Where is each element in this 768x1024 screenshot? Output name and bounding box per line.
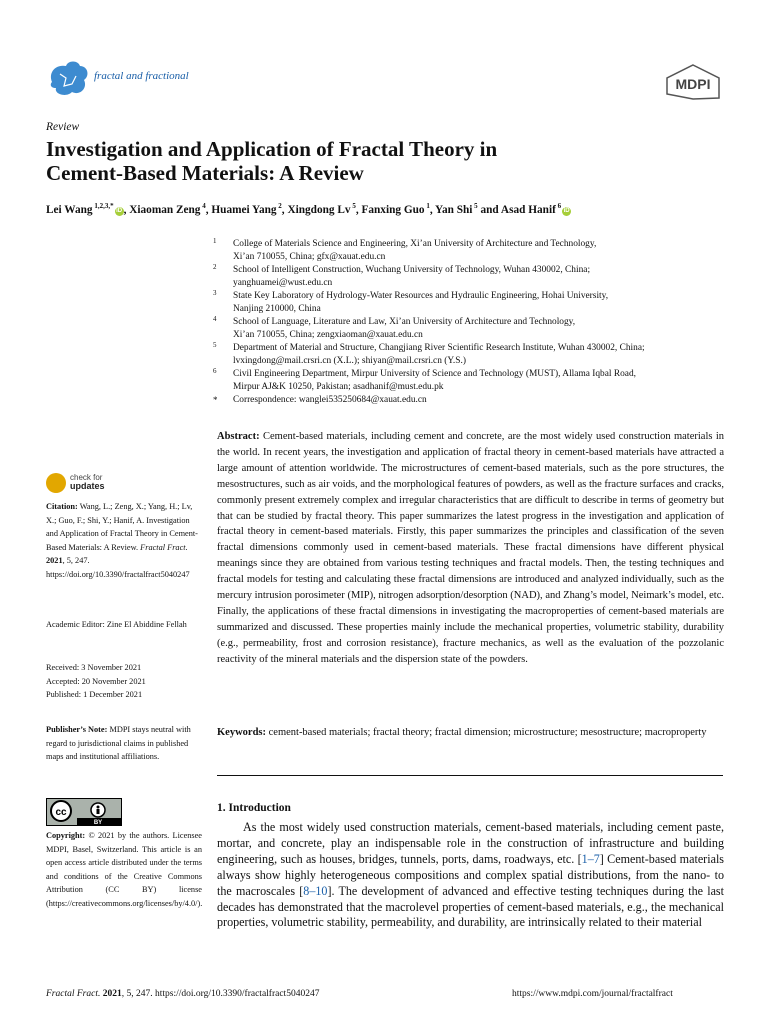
section-divider [217,775,723,776]
affiliation-line: School of Language, Literature and Law, Xi’an University of Architecture and Technology, [233,317,576,327]
author-affiliation-sup: 1 [424,202,430,210]
intro-text-a: As the most widely used construction materials, cement-based materials, including cement paste, mortar, and concrete, play an indispensable role in the construction of infrastructure and building engineering, such as houses, bridges, tunnels, ports, dams, roadways, etc. [ [217,820,724,866]
author-item [435,204,478,216]
check-line-2: updates [70,481,105,491]
footer-year: 2021 [102,989,122,999]
affiliation-item [213,290,733,316]
copyright-label: Copyright: [46,831,86,840]
accepted-date: Accepted: 20 November 2021 [46,676,146,686]
abstract-text: Cement-based materials, including cement and concrete, are the most widely used construction materials in the world. In recent years, the investigation and application of fractal theory in cement-based materials have attracted a large amount of attention worldwide. The microstructures of cement-based materials, such as the pore structures, the mesostructures, such as air voids, and the morphological features of powders, as well as the fracture surfaces and cracks, commonly present extremely complex and irregular characteristics that are difficult to describe in terms of geometry but that can be studied by fractal theory. This paper summarizes the latest progress in the investigation and application of fractal theory in cement-based materials. Firstly, this paper summarizes the principles and classification of the seven fractal dimensions commonly used in cement-based materials. These fractal dimensions have different physical meanings since they are obtained from various testing techniques and fractal models. Then, the testing techniques and fractal models for testing and calculating these fractal dimensions are introduced and analyzed individually, such as the mercury intrusion porosimeter (MIP), nitrogen adsorption/desorption (NAD), and Zhang’s model, Neimark’s model, etc. Finally, the applications of these fractal dimensions in investigating the macroproperties of cement-based materials are summarized and discussed. These properties mainly include the mechanical properties, volumetric stability, durability (e.g., permeability, frost and corrosion resistance), fracture mechanics, as well as the evaluation of the pozzolanic reactivity of the mineral materials and the dispersion state of the powders. [217,431,725,665]
publisher-note [46,723,202,764]
academic-editor: Academic Editor: Zine El Abiddine Fellah [46,620,187,629]
footer-citation [46,989,319,999]
author-item [361,204,429,216]
check-for-updates-badge[interactable] [46,470,146,496]
affiliation-number: 4 [213,315,217,323]
correspondence-text: Correspondence: wanglei535250684@xauat.edu.cn [233,395,427,405]
affiliation-line: Mirpur AJ&K 10250, Pakistan; asadhanif@must.edu.pk [233,382,444,392]
citation-link-1[interactable]: 1–7 [581,851,600,866]
affiliation-number: 1 [213,237,217,245]
author-affiliation-sup: 5 [350,202,356,210]
affiliation-number: 3 [213,289,217,297]
keywords [217,725,724,741]
affiliation-item [213,238,733,264]
citation-doi[interactable]: , 5, 247. https://doi.org/10.3390/fractalfract5040247 [46,556,190,579]
author-affiliation-sup: 4 [200,202,206,210]
intro-text-b: ] Cement-based materials always show highly heterogeneous compositions and complex spatial distributions, from the nano- to the macroscales [ [217,851,725,898]
author-item [129,204,206,216]
author-name[interactable]: Fanxing Guo [361,203,425,216]
author-affiliation-sup: 1,2,3,* [92,202,114,210]
affiliations [213,238,733,407]
correspondence-marker: * [213,395,218,405]
affiliation-line: Xi’an 710055, China; zengxiaoman@xauat.edu.cn [233,330,423,340]
author-item [501,204,571,216]
check-icon [46,473,66,493]
orcid-icon[interactable]: iD [563,207,570,214]
affiliation-line: School of Intelligent Construction, Wuchang University of Technology, Wuhan 430002, China; [233,265,591,275]
dates-block [46,661,202,702]
author-item [287,204,355,216]
cc-by-license-icon[interactable] [46,798,122,826]
paper-title [46,137,696,185]
footer-journal: Fractal Fract. [46,989,101,999]
affiliation-item [213,368,733,394]
citation-block [46,500,202,581]
section-heading: 1. Introduction [217,802,291,814]
affiliation-line: yanghuamei@wust.edu.cn [233,278,333,288]
author-name[interactable]: Lei Wang [46,203,93,216]
copyright-text: © 2021 by the authors. Licensee MDPI, Basel, Switzerland. This article is an open access article distributed under the terms and conditions of the Creative Commons Attribution (CC BY) license (https://creativecommons.org/licenses/by/4.0/). [46,831,203,908]
title-line-1: Investigation and Application of Fractal Theory in [46,137,498,161]
author-affiliation-sup: 2 [276,202,282,210]
citation-text: Wang, L.; Zeng, X.; Yang, H.; Lv, X.; Guo, F.; Shi, Y.; Hanif, A. Investigation and Application of Fractal Theory in Cement-Based Materials: A Review. [46,502,198,552]
author-name[interactable]: Asad Hanif [500,203,556,216]
abstract [217,429,724,668]
author-name[interactable]: Yan Shi [435,203,473,216]
correspondence [213,394,733,407]
affiliation-number: 2 [213,263,217,271]
cc-license-graphic [47,799,121,825]
mdpi-logo [665,64,721,100]
journal-logo-icon [46,58,90,98]
affiliation-line: lvxingdong@mail.crsri.cn (X.L.); shiyan@mail.crsri.cn (Y.S.) [233,356,466,366]
title-line-2: Cement-Based Materials: A Review [46,161,364,185]
copyright-block [46,829,202,910]
orcid-icon[interactable]: iD [116,207,123,214]
author-item [211,204,281,216]
author-name[interactable]: Huamei Yang [211,203,277,216]
svg-text:cc: cc [55,807,67,818]
footer-doi[interactable]: , 5, 247. https://doi.org/10.3390/fractalfract5040247 [121,989,320,999]
affiliation-line: Xi’an 710055, China; gfx@xauat.edu.cn [233,252,386,262]
publisher-note-text: MDPI stays neutral with regard to jurisdictional claims in published maps and institutional affiliations. [46,725,191,761]
author-affiliation-sup: 5 [472,202,478,210]
mdpi-logo-text: MDPI [675,76,711,92]
citation-label: Citation: [46,502,78,511]
received-date: Received: 3 November 2021 [46,663,142,672]
cc-by-label: BY [93,820,103,825]
author-name[interactable]: Xingdong Lv [287,203,351,216]
citation-link-2[interactable]: 8–10 [303,883,328,898]
author-item [46,204,124,216]
check-line-1: check for [70,473,103,482]
introduction-paragraph [217,820,724,931]
affiliation-line: Department of Material and Structure, Changjiang River Scientific Research Institute, Wuhan 430002, China; [233,343,645,353]
keywords-text: cement-based materials; fractal theory; fractal dimension; microstructure; mesostructure; macroproperty [268,727,707,738]
affiliation-item [213,316,733,342]
footer-journal-url[interactable]: https://www.mdpi.com/journal/fractalfract [512,989,673,999]
affiliation-item [213,342,733,368]
author-name[interactable]: Xiaoman Zeng [129,203,201,216]
keywords-label: Keywords: [217,727,266,738]
affiliation-number: 5 [213,341,217,349]
affiliation-number: 6 [213,367,217,375]
affiliation-line: State Key Laboratory of Hydrology-Water Resources and Hydraulic Engineering, Hohai University, [233,291,609,301]
author-list: Lei Wang $^{1,2,3,*}$iD , Xiaoman Zeng $^4$, Huamei Yang $^2$, Xingdong Lv $^5$, Fanxing Guo $^1$, Yan Shi $^5$ and Asad Hanif $^6$iD [46,202,570,216]
abstract-label: Abstract: [217,431,260,442]
published-date: Published: 1 December 2021 [46,690,143,699]
affiliation-line: Civil Engineering Department, Mirpur University of Science and Technology (MUST), Allama Iqbal Road, [233,369,636,379]
publisher-note-label: Publisher’s Note: [46,725,108,734]
citation-year: 2021 [46,556,63,565]
article-type: Review [46,121,80,133]
intro-text-c: ]. The development of advanced and effective testing techniques during the last decades has demonstrated that the macrolevel properties of cement-based materials, e.g., the mechanical properties, volumetric stability, permeability, and durability, are intrinsically related to their material [217,883,725,930]
journal-name: fractal and fractional [94,70,189,82]
citation-journal: Fractal Fract. [140,542,188,552]
affiliation-item [213,264,733,290]
affiliation-line: Nanjing 210000, China [233,304,321,314]
author-affiliation-sup: 6 [555,202,562,210]
affiliation-line: College of Materials Science and Engineering, Xi’an University of Architecture and Technology, [233,239,597,249]
